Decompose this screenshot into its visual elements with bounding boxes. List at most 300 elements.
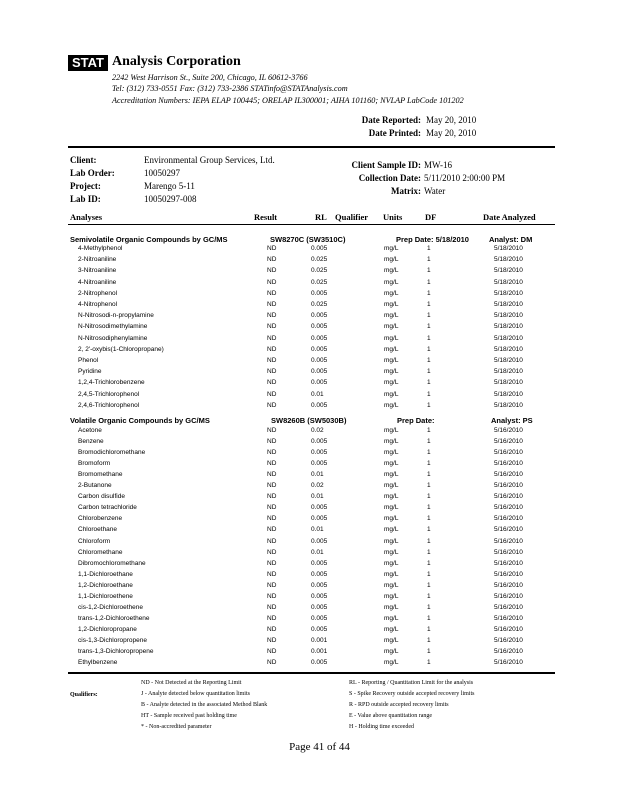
units-value: mg/L [384,460,399,468]
reporting-limit: 0.005 [311,345,328,353]
analyte-name: 4-Nitroaniline [78,278,117,286]
section-volatile-title: Volatile Organic Compounds by GC/MS [70,416,210,425]
result-value: ND [267,614,277,622]
units-value: mg/L [384,482,399,490]
date-analyzed-value: 5/16/2010 [494,614,523,622]
lab-id-label: Lab ID: [70,194,101,204]
units-value: mg/L [384,570,399,578]
legend-left-1: J - Analyte detected below quantitation limits [141,691,250,697]
analyte-name: Chloroform [78,537,111,545]
legend-right-4: H - Holding time exceeded [349,724,414,730]
table-row [0,356,639,366]
dilution-factor: 1 [427,603,431,611]
table-row [0,345,639,355]
col-date-analyzed: Date Analyzed [483,212,536,222]
result-value: ND [267,256,277,264]
reporting-limit: 0.005 [311,245,328,252]
date-analyzed-value: 5/16/2010 [494,482,523,490]
date-analyzed-value: 5/16/2010 [494,526,523,534]
analyte-name: Benzene [78,438,104,446]
table-row [0,401,639,411]
result-value: ND [267,493,277,501]
reporting-limit: 0.005 [311,537,328,545]
legend-left-2: B - Analyte detected in the associated Method Blank [141,702,268,708]
reporting-limit: 0.025 [311,256,328,264]
reporting-limit: 0.005 [311,659,328,667]
analyte-name: 4-Methylphenol [78,245,123,252]
table-row [0,548,639,558]
analyte-name: Bromomethane [78,471,123,479]
table-row [0,503,639,513]
date-reported-value: May 20, 2010 [426,115,477,125]
date-analyzed-value: 5/18/2010 [494,390,523,398]
analyte-name: Chloromethane [78,548,123,556]
date-analyzed-value: 5/16/2010 [494,548,523,556]
dilution-factor: 1 [427,581,431,589]
date-analyzed-value: 5/18/2010 [494,278,523,286]
dilution-factor: 1 [427,267,431,275]
dilution-factor: 1 [427,368,431,376]
analyte-name: trans-1,2-Dichloroethene [78,614,150,622]
legend-left-3: HT - Sample received past holding time [141,713,237,719]
units-value: mg/L [384,289,399,297]
reporting-limit: 0.005 [311,334,328,342]
dilution-factor: 1 [427,471,431,479]
units-value: mg/L [384,548,399,556]
dilution-factor: 1 [427,256,431,264]
units-value: mg/L [384,345,399,353]
result-value: ND [267,334,277,342]
table-row [0,647,639,657]
date-analyzed-value: 5/18/2010 [494,334,523,342]
table-row [0,570,639,580]
analyte-name: 1,1-Dichloroethene [78,592,133,600]
units-value: mg/L [384,334,399,342]
table-row [0,437,639,447]
date-analyzed-value: 5/18/2010 [494,245,523,252]
lab-id-value: 10050297-008 [144,194,197,204]
reporting-limit: 0.005 [311,504,328,512]
table-row [0,244,639,254]
dilution-factor: 1 [427,559,431,567]
reporting-limit: 0.005 [311,559,328,567]
result-value: ND [267,625,277,633]
units-value: mg/L [384,592,399,600]
units-value: mg/L [384,390,399,398]
date-analyzed-value: 5/16/2010 [494,581,523,589]
table-row [0,592,639,602]
section-semivolatile-prep: Prep Date: 5/18/2010 [396,235,469,244]
result-value: ND [267,559,277,567]
client-sample-label: Client Sample ID: [351,160,421,170]
result-value: ND [267,245,277,252]
units-value: mg/L [384,427,399,434]
result-value: ND [267,379,277,387]
result-value: ND [267,301,277,308]
reporting-limit: 0.01 [311,493,324,501]
table-row [0,390,639,400]
accreditation-numbers: Accreditation Numbers: IEPA ELAP 100445; ORELAP IL300001; AIHA 101160; NVLAP LabCode 101202 [112,96,464,105]
table-row [0,636,639,646]
date-analyzed-value: 5/16/2010 [494,449,523,457]
analyte-name: cis-1,3-Dichloropropene [78,636,148,644]
reporting-limit: 0.005 [311,401,328,409]
table-row [0,525,639,535]
result-value: ND [267,345,277,353]
units-value: mg/L [384,603,399,611]
col-df: DF [425,212,437,222]
date-analyzed-value: 5/18/2010 [494,368,523,376]
reporting-limit: 0.005 [311,379,328,387]
units-value: mg/L [384,267,399,275]
date-analyzed-value: 5/16/2010 [494,570,523,578]
units-value: mg/L [384,625,399,633]
date-analyzed-value: 5/18/2010 [494,301,523,308]
date-analyzed-value: 5/16/2010 [494,427,523,434]
dilution-factor: 1 [427,357,431,364]
analyte-name: 1,1-Dichloroethane [78,570,133,578]
units-value: mg/L [384,526,399,534]
analyte-name: Bromoform [78,460,111,468]
result-value: ND [267,368,277,376]
units-value: mg/L [384,636,399,644]
reporting-limit: 0.02 [311,482,324,490]
analyte-name: Carbon tetrachloride [78,504,137,512]
reporting-limit: 0.005 [311,368,328,376]
units-value: mg/L [384,537,399,545]
date-analyzed-value: 5/18/2010 [494,289,523,297]
col-qualifier: Qualifier [335,212,369,222]
units-value: mg/L [384,515,399,523]
result-value: ND [267,438,277,446]
company-name: Analysis Corporation [112,54,241,69]
date-analyzed-value: 5/16/2010 [494,592,523,600]
units-value: mg/L [384,504,399,512]
units-value: mg/L [384,379,399,387]
units-value: mg/L [384,581,399,589]
reporting-limit: 0.025 [311,301,328,308]
dilution-factor: 1 [427,548,431,556]
date-analyzed-value: 5/16/2010 [494,504,523,512]
dilution-factor: 1 [427,614,431,622]
table-row [0,625,639,635]
dilution-factor: 1 [427,482,431,490]
analyte-name: N-Nitrosodimethylamine [78,323,148,331]
table-row [0,448,639,458]
legend-right-0: RL - Reporting / Quantitation Limit for the analysis [349,680,474,686]
units-value: mg/L [384,438,399,446]
dilution-factor: 1 [427,245,431,252]
table-row [0,334,639,344]
date-analyzed-value: 5/16/2010 [494,603,523,611]
dilution-factor: 1 [427,659,431,667]
result-value: ND [267,323,277,331]
table-row [0,492,639,502]
analyte-name: 2-Nitrophenol [78,289,118,297]
dilution-factor: 1 [427,334,431,342]
legend-right-3: E - Value above quantitation range [349,713,433,719]
reporting-limit: 0.005 [311,581,328,589]
analyte-name: Dibromochloromethane [78,559,146,567]
reporting-limit: 0.005 [311,603,328,611]
collection-date-label: Collection Date: [358,173,421,183]
matrix-value: Water [424,186,446,196]
date-analyzed-value: 5/16/2010 [494,636,523,644]
result-value: ND [267,537,277,545]
reporting-limit: 0.005 [311,312,328,320]
header-divider [68,146,555,148]
section-semivolatile-method: SW8270C (SW3510C) [270,235,346,244]
table-row [0,614,639,624]
dilution-factor: 1 [427,449,431,457]
table-row [0,470,639,480]
result-value: ND [267,548,277,556]
col-result: Result [254,212,278,222]
table-row [0,300,639,310]
project-value: Marengo 5-11 [144,181,195,191]
table-row [0,426,639,436]
company-contact: Tel: (312) 733-0551 Fax: (312) 733-2386 STATinfo@STATAnalysis.com [112,84,348,93]
dilution-factor: 1 [427,570,431,578]
table-row [0,266,639,276]
table-row [0,289,639,299]
date-analyzed-value: 5/16/2010 [494,515,523,523]
dilution-factor: 1 [427,537,431,545]
analyte-name: 2, 2'-oxybis(1-Chloropropane) [78,345,164,353]
units-value: mg/L [384,368,399,376]
date-analyzed-value: 5/16/2010 [494,438,523,446]
result-value: ND [267,570,277,578]
qualifiers-label: Qualifiers: [70,692,98,698]
dilution-factor: 1 [427,625,431,633]
dilution-factor: 1 [427,345,431,353]
reporting-limit: 0.005 [311,438,328,446]
analyte-name: 2,4,6-Trichlorophenol [78,401,140,409]
table-row [0,559,639,569]
units-value: mg/L [384,278,399,286]
reporting-limit: 0.01 [311,548,324,556]
result-value: ND [267,471,277,479]
analyte-name: cis-1,2-Dichloroethene [78,603,144,611]
client-label: Client: [70,155,97,165]
date-analyzed-value: 5/18/2010 [494,323,523,331]
reporting-limit: 0.005 [311,460,328,468]
page-number: Page 41 of 44 [289,741,350,753]
analyte-name: Acetone [78,427,102,434]
dilution-factor: 1 [427,515,431,523]
dilution-factor: 1 [427,401,431,409]
date-analyzed-value: 5/18/2010 [494,267,523,275]
table-row [0,658,639,668]
result-value: ND [267,526,277,534]
table-row [0,537,639,547]
reporting-limit: 0.005 [311,289,328,297]
date-analyzed-value: 5/16/2010 [494,460,523,468]
analyte-name: 2-Butanone [78,482,112,490]
legend-right-2: R - RPD outside accepted recovery limits [349,702,449,708]
table-row [0,378,639,388]
reporting-limit: 0.001 [311,636,328,644]
date-analyzed-value: 5/16/2010 [494,625,523,633]
dilution-factor: 1 [427,636,431,644]
date-printed-label: Date Printed: [368,128,421,138]
result-value: ND [267,648,277,655]
date-analyzed-value: 5/16/2010 [494,659,523,667]
reporting-limit: 0.025 [311,267,328,275]
units-value: mg/L [384,493,399,501]
units-value: mg/L [384,256,399,264]
units-value: mg/L [384,357,399,364]
analyte-name: Pyridine [78,368,102,376]
units-value: mg/L [384,401,399,409]
legend-right-1: S - Spike Recovery outside accepted recovery limits [349,691,475,697]
result-value: ND [267,592,277,600]
company-logo: STAT [68,55,108,71]
analyte-name: Bromodichloromethane [78,449,146,457]
footer-divider [68,672,555,674]
project-label: Project: [70,181,101,191]
units-value: mg/L [384,449,399,457]
dilution-factor: 1 [427,301,431,308]
analyte-name: Carbon disulfide [78,493,125,501]
result-value: ND [267,401,277,409]
reporting-limit: 0.01 [311,471,324,479]
analyte-name: 1,2-Dichloropropane [78,625,137,633]
dilution-factor: 1 [427,289,431,297]
table-row [0,481,639,491]
result-value: ND [267,357,277,364]
date-analyzed-value: 5/18/2010 [494,345,523,353]
table-row [0,459,639,469]
collection-date-value: 5/11/2010 2:00:00 PM [424,173,506,183]
result-value: ND [267,427,277,434]
result-value: ND [267,515,277,523]
dilution-factor: 1 [427,526,431,534]
lab-order-value: 10050297 [144,168,180,178]
table-row [0,322,639,332]
table-row [0,311,639,321]
dilution-factor: 1 [427,493,431,501]
analyte-name: Ethylbenzene [78,659,118,667]
analyte-name: trans-1,3-Dichloropropene [78,648,154,655]
date-printed-value: May 20, 2010 [426,128,477,138]
reporting-limit: 0.01 [311,390,324,398]
reporting-limit: 0.005 [311,592,328,600]
table-row [0,581,639,591]
analyte-name: 4-Nitrophenol [78,301,118,308]
date-analyzed-value: 5/18/2010 [494,401,523,409]
client-sample-value: MW-16 [424,160,452,170]
analyte-name: Chlorobenzene [78,515,123,523]
units-value: mg/L [384,245,399,252]
table-row [0,367,639,377]
analyte-name: N-Nitrosodi-n-propylamine [78,312,154,320]
units-value: mg/L [384,471,399,479]
result-value: ND [267,289,277,297]
section-semivolatile-title: Semivolatile Organic Compounds by GC/MS [70,235,228,244]
analyte-name: 1,2,4-Trichlorobenzene [78,379,145,387]
analyte-name: 2,4,5-Trichlorophenol [78,390,140,398]
result-value: ND [267,504,277,512]
result-value: ND [267,449,277,457]
result-value: ND [267,636,277,644]
analyte-name: 3-Nitroaniline [78,267,117,275]
dilution-factor: 1 [427,390,431,398]
result-value: ND [267,603,277,611]
units-value: mg/L [384,559,399,567]
table-row [0,603,639,613]
dilution-factor: 1 [427,427,431,434]
date-analyzed-value: 5/16/2010 [494,471,523,479]
units-value: mg/L [384,312,399,320]
matrix-label: Matrix: [391,186,421,196]
units-value: mg/L [384,301,399,308]
date-analyzed-value: 5/16/2010 [494,559,523,567]
date-reported-label: Date Reported: [361,115,421,125]
dilution-factor: 1 [427,648,431,655]
section-volatile-prep: Prep Date: [397,416,435,425]
reporting-limit: 0.02 [311,427,324,434]
legend-left-0: ND - Not Detected at the Reporting Limit [141,680,242,686]
date-analyzed-value: 5/18/2010 [494,379,523,387]
reporting-limit: 0.005 [311,323,328,331]
reporting-limit: 0.005 [311,449,328,457]
col-rl: RL [315,212,327,222]
table-row [0,278,639,288]
dilution-factor: 1 [427,312,431,320]
reporting-limit: 0.005 [311,515,328,523]
result-value: ND [267,581,277,589]
column-header-divider [68,224,555,225]
section-semivolatile-analyst: Analyst: DM [489,235,533,244]
legend-left-4: * - Non-accredited parameter [141,724,212,730]
table-row [0,514,639,524]
units-value: mg/L [384,659,399,667]
dilution-factor: 1 [427,438,431,446]
reporting-limit: 0.005 [311,614,328,622]
date-analyzed-value: 5/18/2010 [494,357,523,364]
date-analyzed-value: 5/16/2010 [494,537,523,545]
analyte-name: Chloroethane [78,526,118,534]
table-row [0,255,639,265]
result-value: ND [267,267,277,275]
analyte-name: N-Nitrosodiphenylamine [78,334,148,342]
dilution-factor: 1 [427,460,431,468]
units-value: mg/L [384,323,399,331]
result-value: ND [267,390,277,398]
result-value: ND [267,659,277,667]
dilution-factor: 1 [427,592,431,600]
reporting-limit: 0.005 [311,357,328,364]
date-analyzed-value: 5/18/2010 [494,256,523,264]
date-analyzed-value: 5/18/2010 [494,312,523,320]
dilution-factor: 1 [427,323,431,331]
col-units: Units [383,212,403,222]
analyte-name: Phenol [78,357,99,364]
lab-order-label: Lab Order: [70,168,115,178]
date-analyzed-value: 5/16/2010 [494,493,523,501]
reporting-limit: 0.001 [311,648,328,655]
client-value: Environmental Group Services, Ltd. [144,155,275,165]
reporting-limit: 0.025 [311,278,328,286]
analyte-name: 1,2-Dichloroethane [78,581,133,589]
result-value: ND [267,278,277,286]
reporting-limit: 0.005 [311,570,328,578]
dilution-factor: 1 [427,379,431,387]
section-volatile-analyst: Analyst: PS [491,416,533,425]
company-address: 2242 West Harrison St., Suite 200, Chicago, IL 60612-3766 [112,73,308,82]
reporting-limit: 0.01 [311,526,324,534]
